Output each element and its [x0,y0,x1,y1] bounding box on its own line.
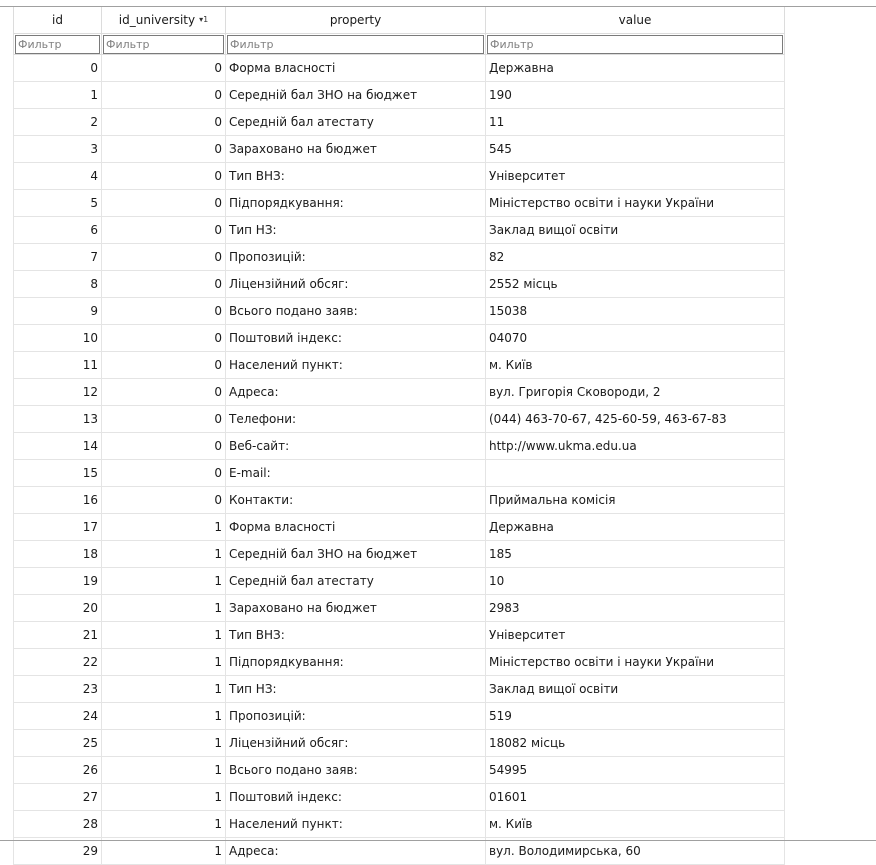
cell-value[interactable]: м. Київ [486,811,785,837]
cell-value[interactable]: 11 [486,109,785,135]
cell-id-university[interactable]: 0 [102,217,226,243]
cell-id-university[interactable]: 0 [102,82,226,108]
table-row[interactable] [13,838,785,865]
cell-id-university[interactable]: 0 [102,406,226,432]
cell-id[interactable]: 29 [13,838,102,864]
cell-value[interactable]: 190 [486,82,785,108]
cell-id[interactable]: 10 [13,325,102,351]
table-row[interactable] [13,325,785,352]
cell-id-university[interactable]: 0 [102,109,226,135]
cell-property[interactable]: Середній бал ЗНО на бюджет [226,541,486,567]
cell-property[interactable]: Пропозицій: [226,703,486,729]
cell-property[interactable]: Пропозицій: [226,244,486,270]
cell-id-university[interactable]: 0 [102,136,226,162]
filter-input-id-university[interactable] [103,35,224,54]
table-row[interactable] [13,541,785,568]
table-row[interactable] [13,676,785,703]
cell-value[interactable]: 54995 [486,757,785,783]
filter-input-id[interactable] [15,35,100,54]
cell-id[interactable]: 13 [13,406,102,432]
cell-id[interactable]: 2 [13,109,102,135]
cell-id-university[interactable]: 0 [102,460,226,486]
cell-property[interactable]: Поштовий індекс: [226,325,486,351]
table-row[interactable] [13,379,785,406]
cell-id[interactable]: 28 [13,811,102,837]
cell-value[interactable]: 15038 [486,298,785,324]
table-row[interactable] [13,514,785,541]
cell-value[interactable]: 01601 [486,784,785,810]
table-row[interactable] [13,136,785,163]
cell-id[interactable]: 19 [13,568,102,594]
cell-id[interactable]: 21 [13,622,102,648]
table-row[interactable] [13,757,785,784]
table-row[interactable] [13,622,785,649]
table-row[interactable] [13,163,785,190]
column-header-property[interactable] [226,7,486,33]
cell-id-university[interactable]: 0 [102,433,226,459]
cell-property[interactable]: Середній бал ЗНО на бюджет [226,82,486,108]
cell-value[interactable]: 545 [486,136,785,162]
cell-property[interactable]: Середній бал атестату [226,568,486,594]
cell-value[interactable]: вул. Григорія Сковороди, 2 [486,379,785,405]
table-row[interactable] [13,649,785,676]
cell-id[interactable]: 7 [13,244,102,270]
cell-property[interactable]: Адреса: [226,379,486,405]
cell-value[interactable]: 519 [486,703,785,729]
table-row[interactable] [13,55,785,82]
cell-value[interactable]: Міністерство освіти і науки України [486,190,785,216]
cell-value[interactable]: Приймальна комісія [486,487,785,513]
cell-id[interactable]: 3 [13,136,102,162]
cell-id[interactable]: 12 [13,379,102,405]
cell-id-university[interactable]: 1 [102,595,226,621]
cell-property[interactable]: Всього подано заяв: [226,757,486,783]
filter-cell [102,34,226,54]
column-header-label: id_university [118,13,196,27]
cell-id[interactable]: 20 [13,595,102,621]
cell-property[interactable]: Тип НЗ: [226,217,486,243]
cell-id[interactable]: 9 [13,298,102,324]
cell-value[interactable]: 2552 місць [486,271,785,297]
cell-id-university[interactable]: 0 [102,298,226,324]
table-row[interactable] [13,298,785,325]
cell-id-university[interactable]: 0 [102,55,226,81]
cell-id[interactable]: 26 [13,757,102,783]
cell-value[interactable]: 2983 [486,595,785,621]
cell-id-university[interactable]: 1 [102,514,226,540]
cell-id-university[interactable]: 0 [102,190,226,216]
cell-id[interactable]: 23 [13,676,102,702]
cell-value[interactable]: 82 [486,244,785,270]
cell-id[interactable]: 11 [13,352,102,378]
header-row [13,7,785,34]
cell-property[interactable]: Форма власності [226,55,486,81]
table-row[interactable] [13,487,785,514]
cell-value[interactable]: Заклад вищої освіти [486,217,785,243]
filter-cell [486,34,785,54]
cell-id-university[interactable]: 0 [102,163,226,189]
cell-property[interactable]: Підпорядкування: [226,649,486,675]
filter-cell [13,34,102,54]
column-header-value[interactable] [486,7,785,33]
column-header-label: id [52,13,63,27]
cell-id-university[interactable]: 0 [102,487,226,513]
table-row[interactable] [13,433,785,460]
cell-id-university[interactable]: 1 [102,568,226,594]
cell-property[interactable]: Поштовий індекс: [226,784,486,810]
cell-property[interactable]: Адреса: [226,838,486,864]
table-row[interactable] [13,811,785,838]
sort-descending-icon: ▾1 [199,15,209,24]
cell-id-university[interactable]: 1 [102,649,226,675]
cell-value[interactable]: вул. Володимирська, 60 [486,838,785,864]
table-row[interactable] [13,784,785,811]
cell-value[interactable]: 185 [486,541,785,567]
cell-id-university[interactable]: 1 [102,811,226,837]
cell-property[interactable]: Контакти: [226,487,486,513]
table-row[interactable] [13,109,785,136]
cell-id[interactable]: 8 [13,271,102,297]
cell-property[interactable]: Всього подано заяв: [226,298,486,324]
filter-cell [226,34,486,54]
cell-id-university[interactable]: 1 [102,676,226,702]
table-row[interactable] [13,190,785,217]
table-row[interactable] [13,703,785,730]
column-header-label: value [618,13,652,27]
cell-property[interactable]: Ліцензійний обсяг: [226,730,486,756]
table-row[interactable] [13,244,785,271]
cell-id-university[interactable]: 0 [102,271,226,297]
cell-id-university[interactable]: 1 [102,703,226,729]
cell-id[interactable]: 25 [13,730,102,756]
column-header-id[interactable] [13,7,102,33]
cell-value[interactable]: 10 [486,568,785,594]
cell-id-university[interactable]: 0 [102,244,226,270]
cell-id[interactable]: 22 [13,649,102,675]
data-grid [13,7,785,865]
cell-property[interactable]: Зараховано на бюджет [226,136,486,162]
cell-property[interactable]: Ліцензійний обсяг: [226,271,486,297]
cell-id[interactable]: 27 [13,784,102,810]
cell-property[interactable]: Форма власності [226,514,486,540]
cell-value[interactable]: http://www.ukma.edu.ua [486,433,785,459]
column-header-label: property [329,13,382,27]
table-row[interactable] [13,730,785,757]
cell-id[interactable]: 5 [13,190,102,216]
cell-value[interactable]: Університет [486,622,785,648]
cell-id-university[interactable]: 1 [102,622,226,648]
cell-property[interactable]: Тип ВНЗ: [226,163,486,189]
cell-id-university[interactable]: 0 [102,379,226,405]
cell-value[interactable]: 04070 [486,325,785,351]
cell-id[interactable]: 16 [13,487,102,513]
cell-id-university[interactable]: 1 [102,730,226,756]
cell-value[interactable]: (044) 463-70-67, 425-60-59, 463-67-83 [486,406,785,432]
table-row[interactable] [13,217,785,244]
table-row[interactable] [13,595,785,622]
cell-property[interactable]: Телефони: [226,406,486,432]
cell-id-university[interactable]: 1 [102,838,226,864]
column-header-id-university[interactable] [102,7,226,33]
table-row[interactable] [13,406,785,433]
cell-value[interactable]: Міністерство освіти і науки України [486,649,785,675]
cell-property[interactable]: Населений пункт: [226,352,486,378]
cell-property[interactable]: Зараховано на бюджет [226,595,486,621]
cell-value[interactable]: м. Київ [486,352,785,378]
cell-property[interactable]: Середній бал атестату [226,109,486,135]
table-row[interactable] [13,568,785,595]
cell-value[interactable]: Заклад вищої освіти [486,676,785,702]
cell-id-university[interactable]: 1 [102,541,226,567]
table-row[interactable] [13,460,785,487]
table-row[interactable] [13,82,785,109]
cell-value[interactable]: Державна [486,55,785,81]
filter-row [13,34,785,55]
divider [0,840,876,841]
cell-value[interactable]: Університет [486,163,785,189]
cell-property[interactable]: Населений пункт: [226,811,486,837]
cell-id-university[interactable]: 1 [102,757,226,783]
table-body [13,55,785,865]
filter-input-value[interactable] [487,35,783,54]
cell-id-university[interactable]: 1 [102,784,226,810]
cell-value[interactable]: 18082 місць [486,730,785,756]
cell-id[interactable]: 1 [13,82,102,108]
cell-property[interactable]: Тип ВНЗ: [226,622,486,648]
cell-property[interactable]: Тип НЗ: [226,676,486,702]
cell-property[interactable]: Підпорядкування: [226,190,486,216]
filter-input-property[interactable] [227,35,484,54]
cell-id[interactable]: 15 [13,460,102,486]
cell-property[interactable]: E-mail: [226,460,486,486]
table-row[interactable] [13,352,785,379]
cell-id[interactable]: 0 [13,55,102,81]
cell-id[interactable]: 6 [13,217,102,243]
cell-id[interactable]: 18 [13,541,102,567]
cell-id[interactable]: 24 [13,703,102,729]
cell-id[interactable]: 14 [13,433,102,459]
cell-value[interactable]: Державна [486,514,785,540]
cell-value[interactable] [486,460,785,486]
cell-id-university[interactable]: 0 [102,325,226,351]
cell-id[interactable]: 17 [13,514,102,540]
cell-property[interactable]: Веб-сайт: [226,433,486,459]
cell-id[interactable]: 4 [13,163,102,189]
cell-id-university[interactable]: 0 [102,352,226,378]
table-row[interactable] [13,271,785,298]
